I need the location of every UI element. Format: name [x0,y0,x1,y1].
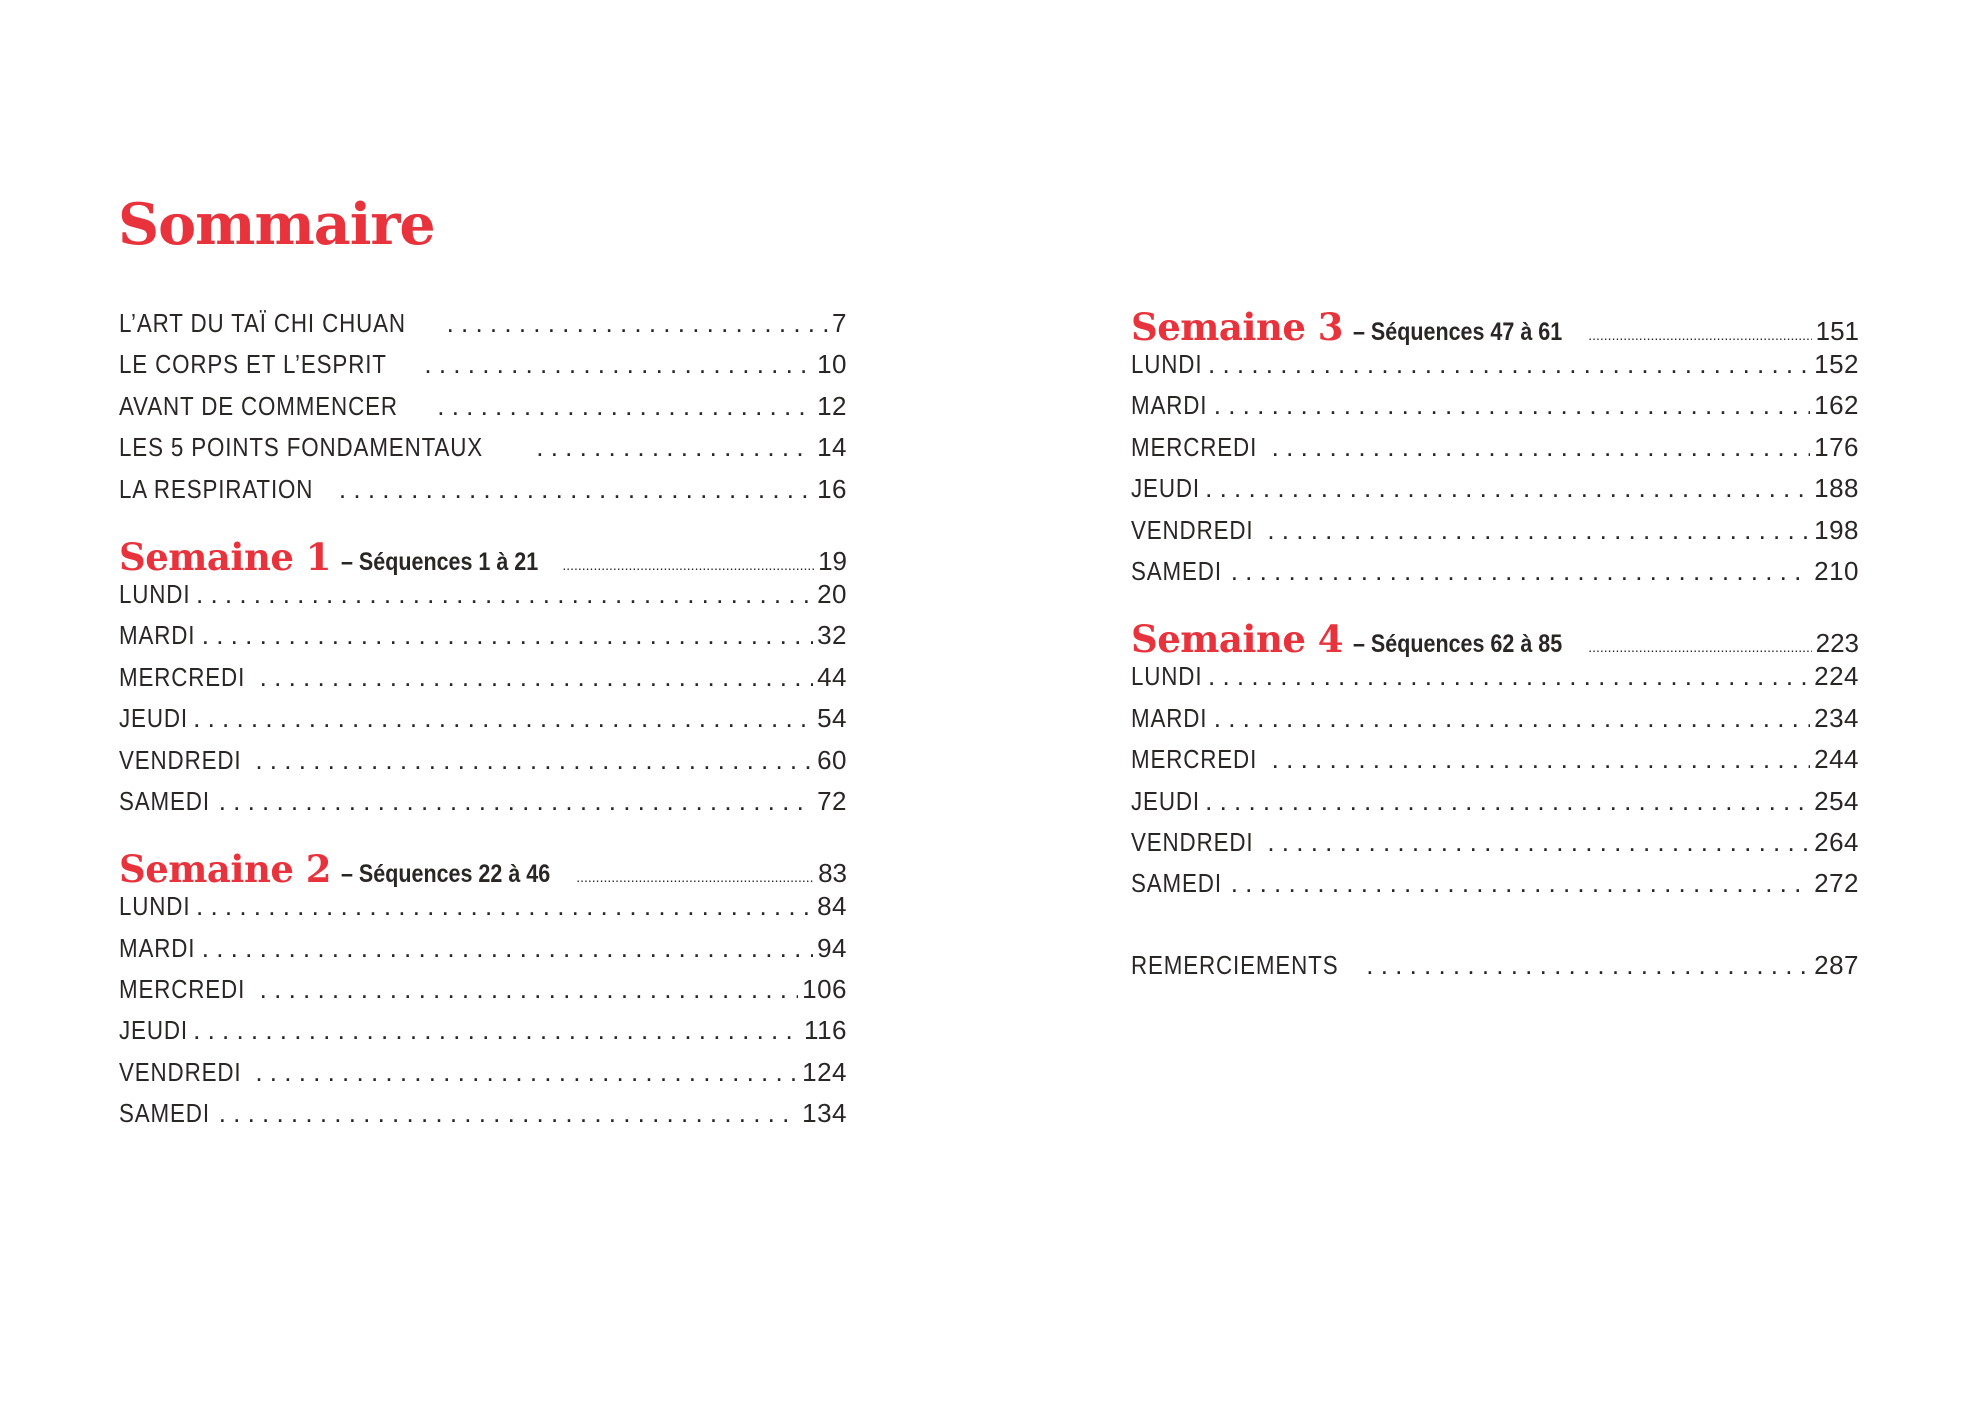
toc-entry-label: LUNDI [119,578,191,609]
toc-entry[interactable] [1131,349,1859,390]
toc-entry-page: 60 [817,744,847,775]
toc-entry-label: MERCREDI [119,974,246,1005]
dot-leader [576,869,814,885]
toc-entry-page: 72 [817,785,847,816]
toc-entry-page: 106 [802,974,847,1005]
toc-entry[interactable] [1131,703,1859,744]
toc-entry[interactable] [119,1098,847,1139]
week-heading-2[interactable] [119,847,847,891]
dot-leader [260,974,798,1005]
toc-entry-label: LUNDI [1131,349,1203,379]
dot-leader [1366,950,1810,981]
toc-entry[interactable] [1131,390,1859,431]
toc-entry-label: JEUDI [1131,473,1200,504]
toc-entry-label: LA RESPIRATION [119,473,314,504]
dot-leader [1588,327,1811,343]
week-page: 151 [1815,316,1859,346]
toc-entry-page: 152 [1814,349,1859,379]
toc-entry-label: L’ART DU TAÏ CHI CHUAN [119,308,406,338]
dot-leader [1208,349,1810,380]
toc-right-column [1131,305,1859,991]
toc-entry-page: 16 [817,473,847,504]
week-sequences: – Séquences 22 à 46 [341,860,551,889]
toc-entry[interactable] [119,474,847,515]
toc-entry-page: 44 [817,661,847,692]
dot-leader [1267,515,1810,546]
toc-entry[interactable] [1131,661,1859,702]
dot-leader [1205,786,1810,817]
toc-entry-label: MARDI [119,932,196,963]
dot-leader [196,891,813,922]
dot-leader [260,662,813,693]
toc-entry[interactable] [119,579,847,620]
dot-leader [1272,432,1810,463]
week-page: 83 [818,858,847,889]
toc-entry[interactable] [119,1015,847,1056]
toc-entry-page: 12 [817,390,847,421]
dot-leader [202,620,813,651]
dot-leader [193,1015,800,1046]
toc-entry[interactable] [119,662,847,703]
toc-entry-page: 198 [1814,514,1859,545]
toc-entry-label: MERCREDI [119,661,246,692]
toc-entry-remerciements[interactable] [1131,950,1859,991]
dot-leader [1208,661,1810,692]
week-heading-3[interactable] [1131,305,1859,349]
toc-entry-page: 210 [1814,555,1859,586]
toc-entry-page: 20 [817,578,847,609]
week-title: Semaine 1 [119,534,332,579]
week-page: 19 [818,545,847,576]
toc-left-column [119,308,847,1140]
toc-entry-page: 272 [1814,868,1859,899]
toc-entry-label: JEUDI [1131,785,1200,816]
toc-entry-label: SAMEDI [1131,868,1222,899]
week-sequences: – Séquences 47 à 61 [1353,318,1563,346]
dot-leader [202,933,813,964]
page-title: Sommaire [118,191,435,258]
toc-entry-label: MERCREDI [1131,431,1258,462]
dot-leader [193,703,813,734]
dot-leader [1588,639,1811,655]
dot-leader [1205,473,1810,504]
week-page: 223 [1815,628,1859,659]
toc-entry-label: SAMEDI [119,785,210,816]
toc-entry-page: 224 [1814,661,1859,692]
toc-entry-page: 7 [832,308,847,338]
toc-entry-label: VENDREDI [119,1056,242,1087]
dot-leader [1272,744,1810,775]
toc-entry[interactable] [119,933,847,974]
toc-entry-page: 176 [1814,431,1859,462]
dot-leader [447,308,828,339]
dot-leader [1214,703,1810,734]
week-sequences: – Séquences 62 à 85 [1353,630,1563,659]
week-heading-1[interactable] [119,535,847,579]
toc-entry-label: MARDI [1131,702,1208,733]
toc-entry[interactable] [119,308,847,349]
toc-entry-label: LUNDI [119,891,191,922]
toc-entry-page: 124 [802,1056,847,1087]
dot-leader [219,786,813,817]
dot-leader [437,391,813,422]
dot-leader [562,557,814,573]
toc-entry-label: LE CORPS ET L’ESPRIT [119,349,387,380]
toc-entry-label: VENDREDI [119,744,242,775]
dot-leader [1267,827,1810,858]
toc-entry-label: MARDI [1131,390,1208,421]
toc-entry[interactable] [119,432,847,473]
toc-entry-label: VENDREDI [1131,826,1254,857]
toc-entry[interactable] [119,745,847,786]
dot-leader [1214,390,1810,421]
toc-entry-page: 188 [1814,473,1859,504]
toc-entry[interactable] [119,349,847,390]
week-sequences: – Séquences 1 à 21 [341,547,539,576]
toc-entry-label: MARDI [119,620,196,651]
dot-leader [1231,556,1810,587]
toc-entry-page: 116 [804,1015,847,1046]
toc-entry-label: MERCREDI [1131,744,1258,775]
toc-entry-page: 14 [817,432,847,463]
toc-entry-page: 254 [1814,785,1859,816]
week-heading-4[interactable] [1131,617,1859,661]
toc-entry[interactable] [1131,868,1859,909]
toc-entry-label: SAMEDI [1131,555,1222,586]
toc-entry-page: 94 [817,932,847,963]
dot-leader [536,432,813,463]
toc-entry[interactable] [1131,786,1859,827]
dot-leader [1231,868,1810,899]
toc-entry-page: 32 [817,620,847,651]
toc-entry[interactable] [119,391,847,432]
dot-leader [196,579,813,610]
toc-entry-page: 10 [817,349,847,380]
toc-entry-label: LUNDI [1131,661,1203,692]
toc-entry-page: 264 [1814,826,1859,857]
dot-leader [255,1057,798,1088]
toc-entry[interactable] [119,1057,847,1098]
toc-entry[interactable] [119,620,847,661]
toc-entry-page: 287 [1814,949,1859,980]
week-title: Semaine 2 [119,847,332,892]
toc-entry-page: 54 [817,703,847,734]
toc-entry-label: JEUDI [119,703,188,734]
toc-entry[interactable] [1131,744,1859,785]
toc-entry[interactable] [1131,556,1859,597]
toc-entry[interactable] [119,703,847,744]
toc-entry-label: VENDREDI [1131,514,1254,545]
toc-entry-page: 234 [1814,702,1859,733]
toc-entry[interactable] [1131,432,1859,473]
dot-leader [339,474,813,505]
dot-leader [424,349,813,380]
dot-leader [219,1098,798,1129]
toc-entry[interactable] [119,974,847,1015]
toc-entry-page: 134 [802,1098,847,1129]
toc-entry-page: 84 [817,891,847,922]
week-title: Semaine 3 [1131,305,1344,349]
toc-entry-label: LES 5 POINTS FONDAMENTAUX [119,432,484,463]
toc-entry-label: JEUDI [119,1015,188,1046]
week-title: Semaine 4 [1131,617,1344,662]
dot-leader [255,745,813,776]
toc-entry[interactable] [1131,515,1859,556]
toc-entry-page: 244 [1814,744,1859,775]
toc-entry-label: AVANT DE COMMENCER [119,390,398,421]
section-spacer [1131,910,1859,950]
toc-entry[interactable] [119,786,847,827]
toc-entry[interactable] [1131,827,1859,868]
toc-entry[interactable] [1131,473,1859,514]
toc-entry-page: 162 [1814,390,1859,421]
toc-entry[interactable] [119,891,847,932]
toc-entry-label: SAMEDI [119,1098,210,1129]
toc-entry-label: REMERCIEMENTS [1131,949,1339,980]
